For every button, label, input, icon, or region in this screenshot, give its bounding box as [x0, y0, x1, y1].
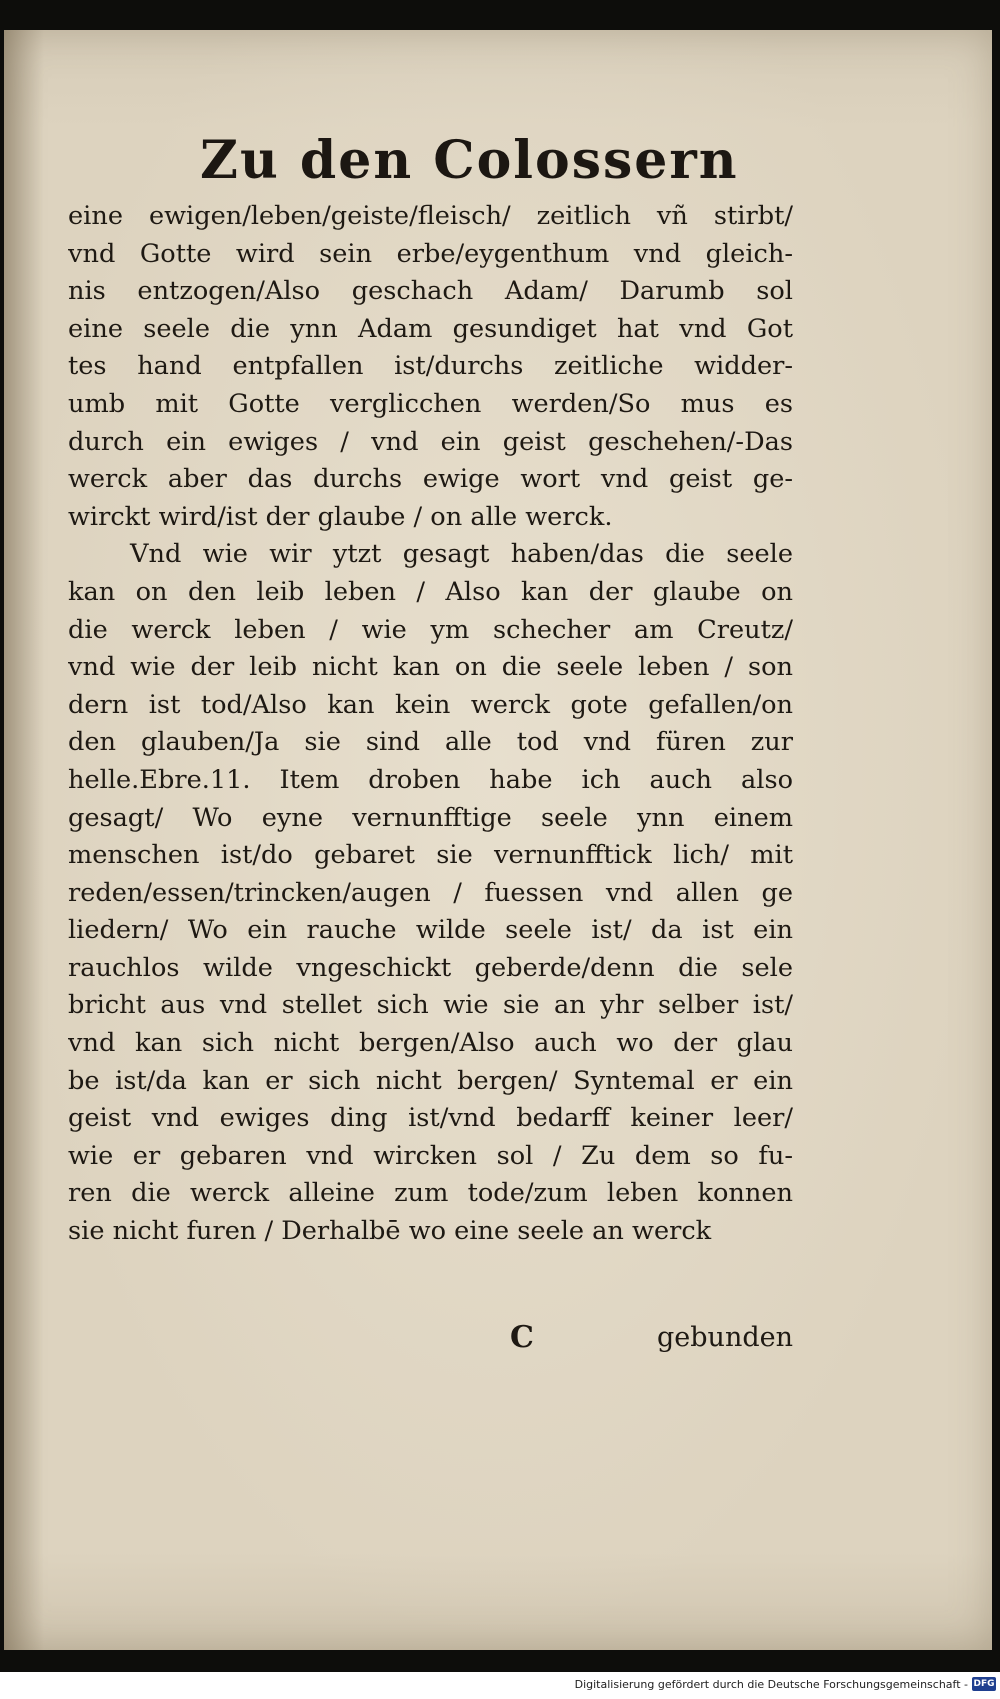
text-line: werck aber das durchs ewige wort vnd geist ge-: [68, 464, 793, 495]
text-line: liedern/ Wo ein rauche wilde seele ist/ da ist ein: [68, 915, 793, 946]
text-line: umb mit Gotte verglicchen werden/So mus es: [68, 388, 793, 419]
gutter-shadow: [4, 30, 44, 1650]
text-line: den glauben/Ja sie sind alle tod vnd füren zur: [68, 727, 793, 758]
text-line: rauchlos wilde vngeschickt geberde/denn die sele: [68, 952, 793, 983]
text-line: nis entzogen/Also geschach Adam/ Darumb sol: [68, 276, 793, 307]
text-line: dern ist tod/Also kan kein werck gote gefallen/on: [68, 689, 793, 720]
text-line: vnd kan sich nicht bergen/Also auch wo der glau: [68, 1028, 793, 1059]
text-line: gesagt/ Wo eyne vernunfftige seele ynn einem: [68, 802, 793, 833]
text-line: vnd wie der leib nicht kan on die seele leben / son: [68, 652, 793, 683]
text-line: wie er gebaren vnd wircken sol / Zu dem so fu-: [68, 1140, 793, 1171]
body-text: [68, 198, 793, 1251]
text-line: geist vnd ewiges ding ist/vnd bedarff keiner leer/: [68, 1103, 793, 1134]
text-line: vnd Gotte wird sein erbe/eygenthum vnd gleich-: [68, 238, 793, 269]
text-line: helle.Ebre.11. Item droben habe ich auch also: [68, 764, 793, 795]
text-line: menschen ist/do gebaret sie vernunfftick lich/ mit: [68, 840, 793, 871]
text-line: bricht aus vnd stellet sich wie sie an yhr selber ist/: [68, 990, 793, 1021]
text-line: Vnd wie wir ytzt gesagt haben/das die seele: [130, 539, 793, 570]
text-line: reden/essen/trincken/augen / fuessen vnd allen ge: [68, 877, 793, 908]
running-header: Zu den Colossern: [200, 130, 739, 191]
signature-mark: C: [510, 1320, 534, 1355]
page-foot: [510, 1320, 793, 1370]
text-line: tes hand entpfallen ist/durchs zeitliche widder-: [68, 351, 793, 382]
dfg-logo: DFG: [973, 1679, 995, 1689]
text-line: die werck leben / wie ym schecher am Creutz/: [68, 614, 793, 645]
catchword: gebunden: [657, 1322, 793, 1353]
text-line: ren die werck alleine zum tode/zum leben konnen: [68, 1178, 793, 1209]
digitization-footer: [0, 1672, 1000, 1699]
text-line: be ist/da kan er sich nicht bergen/ Syntemal er ein: [68, 1065, 793, 1096]
text-line: durch ein ewiges / vnd ein geist geschehen/-Das: [68, 426, 793, 457]
text-line: eine ewigen/leben/geiste/fleisch/ zeitlich vñ stirbt/: [68, 201, 793, 231]
text-line: kan on den leib leben / Also kan der glaube on: [68, 576, 793, 607]
text-line: wirckt wird/ist der glaube / on alle werck.: [68, 501, 613, 532]
text-line: sie nicht furen / Derhalbē wo eine seele an werck: [68, 1216, 712, 1247]
text-line: eine seele die ynn Adam gesundiget hat vnd Got: [68, 313, 793, 344]
funding-credit: Digitalisierung gefördert durch die Deutsche Forschungsgemeinschaft -: [574, 1678, 968, 1691]
